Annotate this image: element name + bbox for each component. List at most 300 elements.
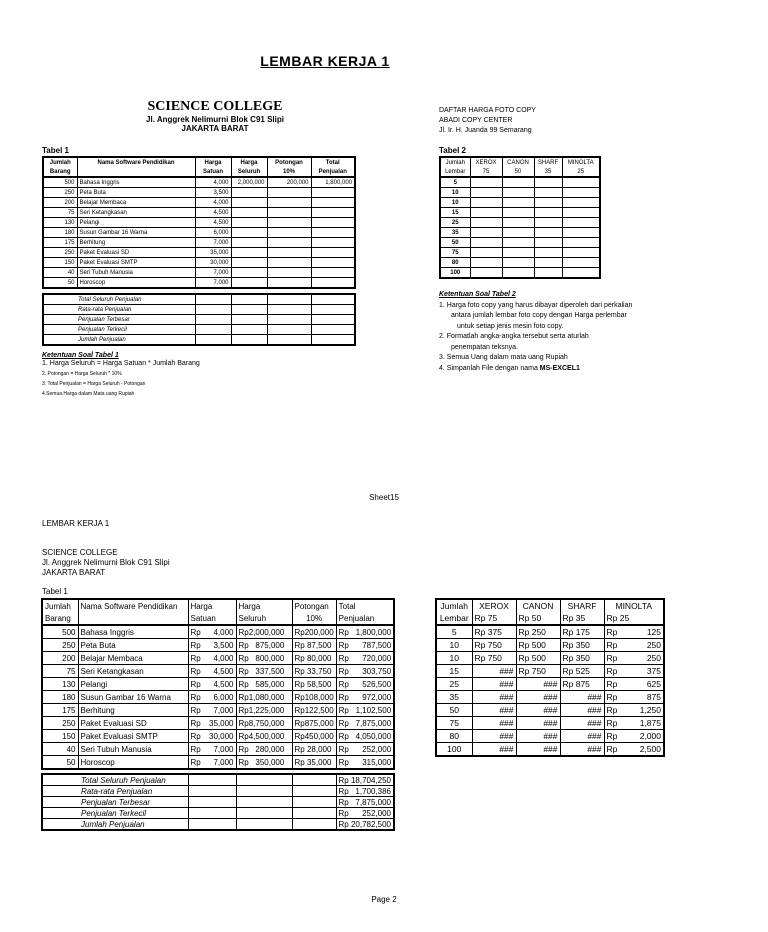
table-cell — [502, 268, 534, 279]
table-row — [42, 691, 394, 704]
summary-cell — [292, 819, 336, 831]
summary-row — [43, 325, 355, 335]
currency-symbol: Rp — [338, 627, 349, 637]
table-cell — [311, 248, 355, 258]
table-cell: 150 — [43, 258, 77, 268]
currency-value: 6,000 — [213, 692, 234, 702]
table-cell: ### — [560, 691, 604, 704]
column-header: Harga — [195, 157, 231, 167]
summary-cell — [267, 294, 311, 305]
table-cell: Rp200,000 — [292, 625, 336, 639]
table-cell: 25 — [436, 678, 472, 691]
table-cell — [534, 238, 562, 248]
ketentuan-tabel1 — [42, 352, 200, 399]
column-header: SHARF — [534, 157, 562, 167]
table-row — [440, 258, 600, 268]
header-row — [440, 157, 600, 167]
table-row — [440, 238, 600, 248]
currency-value: 250 — [646, 653, 661, 663]
table-cell: 10 — [436, 652, 472, 665]
table-row — [436, 730, 664, 743]
currency-symbol: Rp — [338, 705, 349, 715]
table-cell — [562, 248, 600, 258]
summary-cell — [236, 774, 292, 786]
table-cell: 5 — [436, 625, 472, 639]
currency-wrap — [191, 654, 234, 663]
table-cell: 75 — [43, 208, 77, 218]
ketentuan2-title: Ketentuan Soal Tabel 2 — [439, 291, 516, 298]
table-cell — [562, 238, 600, 248]
summary-cell — [236, 797, 292, 808]
column-header: Nama Software Pendidikan — [77, 157, 195, 167]
table-cell — [470, 177, 502, 188]
table-cell: ### — [472, 704, 516, 717]
table-cell — [534, 188, 562, 198]
currency-value: 35,000 — [209, 718, 234, 728]
currency-symbol: Rp — [190, 718, 201, 728]
summary-label: Rata-rata Penjualan — [43, 305, 195, 315]
table-cell: Rp 875,000 — [236, 639, 292, 652]
summary-row — [42, 808, 394, 819]
table-cell: Horoscop — [78, 756, 188, 770]
table-cell: ### — [516, 678, 560, 691]
table-cell: 6,000 — [195, 228, 231, 238]
currency-cell — [336, 691, 394, 704]
table-cell: 175 — [43, 238, 77, 248]
table-cell: ### — [472, 691, 516, 704]
table-cell: ### — [560, 730, 604, 743]
currency-cell — [336, 625, 394, 639]
table-cell: Rp 80,000 — [292, 652, 336, 665]
table-cell — [311, 198, 355, 208]
currency-value: 7,000 — [213, 757, 234, 767]
currency-wrap — [191, 732, 234, 741]
currency-value: 1,250 — [639, 705, 661, 715]
table-cell: 50 — [440, 238, 470, 248]
table-cell: 7,000 — [195, 268, 231, 278]
table-cell — [231, 268, 267, 278]
page2-tabel1 — [41, 598, 395, 770]
table-cell: 50 — [43, 278, 77, 289]
table-cell: 7,000 — [195, 238, 231, 248]
table-cell: Pelangi — [77, 218, 195, 228]
table-cell: 15 — [436, 665, 472, 678]
currency-wrap — [607, 640, 662, 650]
currency-wrap — [339, 732, 392, 741]
header-row — [436, 612, 664, 625]
table-cell — [267, 208, 311, 218]
table-cell: 4,000 — [195, 177, 231, 188]
summary-row — [42, 797, 394, 808]
currency-cell — [188, 743, 236, 756]
currency-symbol: Rp — [190, 679, 201, 689]
table-cell — [267, 268, 311, 278]
table-cell — [231, 198, 267, 208]
table-row — [43, 218, 355, 228]
currency-wrap — [191, 745, 234, 754]
column-header: Satuan — [195, 167, 231, 177]
table-cell — [502, 208, 534, 218]
column-header: Rp 50 — [516, 612, 560, 625]
currency-wrap — [339, 654, 392, 663]
table-cell: 10 — [440, 188, 470, 198]
table-cell — [562, 258, 600, 268]
currency-value: 375 — [646, 666, 661, 676]
table-cell — [562, 268, 600, 279]
currency-cell — [336, 730, 394, 743]
column-header: Barang — [43, 167, 77, 177]
table-cell — [534, 218, 562, 228]
table-cell: Seri Tubuh Manusia — [77, 268, 195, 278]
ketentuan2-item-line — [439, 364, 632, 375]
table-cell: 200 — [43, 198, 77, 208]
table-cell: Rp 500 — [516, 639, 560, 652]
table-cell: ### — [560, 704, 604, 717]
table-cell: Rp 350 — [560, 639, 604, 652]
column-header — [78, 612, 188, 625]
currency-symbol: Rp — [338, 744, 349, 754]
header-row — [43, 157, 355, 167]
table-cell — [534, 208, 562, 218]
ketentuan1-item: 2. Potongan = Harga Seluruh * 10% — [42, 371, 122, 377]
table-row — [43, 278, 355, 289]
page2-tabel1-label: Tabel 1 — [42, 587, 68, 596]
table-cell: Rp 337,500 — [236, 665, 292, 678]
table-cell: ### — [472, 678, 516, 691]
header-row — [440, 167, 600, 177]
summary-cell — [311, 315, 355, 325]
table-row — [440, 198, 600, 208]
currency-cell — [336, 678, 394, 691]
copy-center-line2: ABADI COPY CENTER — [439, 117, 513, 124]
table-row — [436, 691, 664, 704]
summary-cell — [236, 786, 292, 797]
column-header: Penjualan — [336, 612, 394, 625]
college-address: Jl. Anggrek Nelimurni Blok C91 Slipi — [146, 115, 284, 124]
currency-cell — [604, 704, 664, 717]
table-cell — [311, 228, 355, 238]
column-header: SHARF — [560, 599, 604, 612]
table-cell: 10 — [436, 639, 472, 652]
table-cell: 15 — [440, 208, 470, 218]
currency-value: 303,750 — [362, 666, 392, 676]
column-header: CANON — [516, 599, 560, 612]
summary-value: Rp 18,704,250 — [336, 774, 394, 786]
college-name: SCIENCE COLLEGE — [147, 99, 283, 114]
currency-symbol: Rp — [338, 666, 349, 676]
ketentuan1-title: Ketentuan Soal Tabel 1 — [42, 352, 119, 359]
table-cell: 200,000 — [267, 177, 311, 188]
table-row — [436, 717, 664, 730]
currency-symbol: Rp — [190, 666, 201, 676]
table-cell — [534, 177, 562, 188]
table-cell: Paket Evaluasi SD — [78, 717, 188, 730]
table-cell: Rp122,500 — [292, 704, 336, 717]
table-cell: Seri Ketangkasan — [78, 665, 188, 678]
table-cell — [231, 238, 267, 248]
summary-row — [42, 786, 394, 797]
table-cell: ### — [516, 730, 560, 743]
summary-value: Rp 252,000 — [336, 808, 394, 819]
currency-symbol: Rp — [190, 731, 201, 741]
table-row — [436, 678, 664, 691]
currency-wrap — [607, 744, 662, 754]
summary-cell — [236, 819, 292, 831]
table-cell — [534, 198, 562, 208]
ketentuan2-item: 4. Simpanlah File dengan nama — [439, 364, 540, 372]
currency-value: 1,800,000 — [355, 627, 392, 637]
summary-label: Jumlah Penjualan — [42, 819, 188, 831]
column-header: Total — [311, 157, 355, 167]
summary-value: Rp 20,782,500 — [336, 819, 394, 831]
column-header: Rp 35 — [560, 612, 604, 625]
currency-cell — [604, 717, 664, 730]
currency-cell — [188, 717, 236, 730]
summary-cell — [311, 325, 355, 335]
table-cell: ### — [516, 717, 560, 730]
ketentuan2-item: 2. Formatlah angka-angka tersebut serta aturlah — [439, 333, 589, 340]
currency-cell — [604, 665, 664, 678]
ketentuan1-item: 3. Total Penjualan = Harga Seluruh - Potongan — [42, 381, 146, 387]
currency-wrap — [191, 706, 234, 715]
table-cell: Rp4,500,000 — [236, 730, 292, 743]
table-cell: Paket Evaluasi SD — [77, 248, 195, 258]
summary-row — [43, 305, 355, 315]
currency-wrap — [607, 731, 662, 741]
table-cell: Rp108,000 — [292, 691, 336, 704]
table-cell: Rp 750 — [516, 665, 560, 678]
table-row — [440, 248, 600, 258]
table-row — [43, 248, 355, 258]
currency-cell — [188, 691, 236, 704]
table-cell — [470, 188, 502, 198]
currency-cell — [188, 665, 236, 678]
table-cell — [231, 218, 267, 228]
summary-label: Total Seluruh Penjualan — [43, 294, 195, 305]
table-cell: ### — [472, 665, 516, 678]
currency-symbol: Rp — [338, 731, 349, 741]
currency-wrap — [607, 627, 662, 637]
summary-cell — [311, 335, 355, 346]
column-header: 75 — [470, 167, 502, 177]
column-header — [77, 167, 195, 177]
summary-cell — [195, 294, 231, 305]
table-row — [42, 665, 394, 678]
summary-label: Jumlah Penjualan — [43, 335, 195, 346]
currency-value: 526,500 — [362, 679, 392, 689]
table-cell: Rp2,000,000 — [236, 625, 292, 639]
currency-symbol: Rp — [606, 627, 618, 637]
currency-value: 315,000 — [362, 757, 392, 767]
summary-value: Rp 7,875,000 — [336, 797, 394, 808]
table-cell: 180 — [42, 691, 78, 704]
table-cell: ### — [516, 704, 560, 717]
table-cell — [231, 278, 267, 289]
table-cell: Rp875,000 — [292, 717, 336, 730]
copy-center-line1: DAFTAR HARGA FOTO COPY — [439, 107, 536, 114]
currency-wrap — [607, 679, 662, 689]
currency-symbol: Rp — [606, 692, 618, 702]
table-cell: Belajar Membaca — [78, 652, 188, 665]
table-cell: Rp 750 — [472, 639, 516, 652]
summary-cell — [231, 335, 267, 346]
table-cell: Bahasa Inggris — [77, 177, 195, 188]
header-row — [42, 612, 394, 625]
table-cell: 50 — [436, 704, 472, 717]
table-cell: Rp 525 — [560, 665, 604, 678]
college-city: JAKARTA BARAT — [181, 124, 249, 133]
table-cell: Berhitung — [78, 704, 188, 717]
table-cell: Susun Gambar 16 Warna — [78, 691, 188, 704]
currency-wrap — [339, 628, 392, 637]
currency-symbol: Rp — [338, 757, 349, 767]
header-row — [42, 599, 394, 612]
table-cell — [562, 198, 600, 208]
table-cell: ### — [472, 743, 516, 757]
table-cell: 2,000,000 — [231, 177, 267, 188]
table-cell — [267, 188, 311, 198]
table-cell — [267, 248, 311, 258]
column-header: Lembar — [440, 167, 470, 177]
currency-value: 30,000 — [209, 731, 234, 741]
currency-value: 625 — [646, 679, 661, 689]
table-cell — [267, 198, 311, 208]
table-row — [440, 177, 600, 188]
table-cell: 130 — [42, 678, 78, 691]
summary-label: Penjualan Terkecil — [42, 808, 188, 819]
table-row — [436, 743, 664, 757]
table-cell: Rp 35,000 — [292, 756, 336, 770]
table-cell — [470, 198, 502, 208]
page1-heading: LEMBAR KERJA 1 — [260, 53, 390, 69]
table-cell: 175 — [42, 704, 78, 717]
table-row — [43, 238, 355, 248]
currency-value: 787,500 — [362, 640, 392, 650]
column-header: Nama Software Pendidikan — [78, 599, 188, 612]
summary-cell — [267, 325, 311, 335]
table-cell: 3,500 — [195, 188, 231, 198]
table-cell — [502, 238, 534, 248]
table-row — [42, 756, 394, 770]
table-cell: 1,800,000 — [311, 177, 355, 188]
currency-wrap — [607, 666, 662, 676]
college-name: SCIENCE COLLEGE — [42, 548, 118, 557]
currency-wrap — [607, 705, 662, 715]
currency-wrap — [191, 641, 234, 650]
table-row — [43, 268, 355, 278]
currency-wrap — [339, 706, 392, 715]
table-row — [440, 268, 600, 279]
column-header: Potongan — [292, 599, 336, 612]
currency-cell — [188, 625, 236, 639]
table-row — [436, 665, 664, 678]
currency-symbol: Rp — [338, 640, 349, 650]
currency-value: 125 — [646, 627, 661, 637]
column-header: Jumlah — [42, 599, 78, 612]
currency-wrap — [339, 719, 392, 728]
table-row — [436, 625, 664, 639]
table-cell: Rp 750 — [472, 652, 516, 665]
currency-value: 4,500 — [213, 679, 234, 689]
currency-symbol: Rp — [190, 692, 201, 702]
currency-symbol: Rp — [190, 705, 201, 715]
page2-footer: Page 2 — [371, 895, 397, 904]
table-cell: 35 — [436, 691, 472, 704]
table-cell — [267, 228, 311, 238]
ketentuan1-item: 4.Semua Harga dalam Mata uang Rupiah — [42, 391, 135, 397]
table-cell — [502, 218, 534, 228]
table-cell: Seri Tubuh Manusia — [78, 743, 188, 756]
summary-row — [42, 774, 394, 786]
table-cell — [562, 177, 600, 188]
currency-symbol: Rp — [338, 718, 349, 728]
summary-cell — [267, 335, 311, 346]
table-cell — [311, 238, 355, 248]
currency-cell — [604, 730, 664, 743]
table-cell: Peta Buta — [77, 188, 195, 198]
table-row — [440, 208, 600, 218]
table-cell: Paket Evaluasi SMTP — [77, 258, 195, 268]
table-cell — [311, 218, 355, 228]
currency-symbol: Rp — [606, 640, 618, 650]
currency-cell — [604, 691, 664, 704]
table-cell: 75 — [42, 665, 78, 678]
currency-value: 875 — [646, 692, 661, 702]
column-header: CANON — [502, 157, 534, 167]
table-cell: ### — [472, 717, 516, 730]
tabel2-label: Tabel 2 — [439, 146, 466, 155]
table-cell: Pelangi — [78, 678, 188, 691]
table-cell — [267, 258, 311, 268]
table-row — [42, 625, 394, 639]
copy-center-header — [439, 106, 536, 136]
table-cell: ### — [560, 743, 604, 757]
table-cell: Berhitung — [77, 238, 195, 248]
table-cell: 40 — [43, 268, 77, 278]
summary-row — [43, 294, 355, 305]
table-cell — [502, 258, 534, 268]
summary-cell — [195, 305, 231, 315]
currency-wrap — [607, 692, 662, 702]
table-cell — [534, 248, 562, 258]
college-city: JAKARTA BARAT — [42, 568, 106, 577]
table-cell — [267, 278, 311, 289]
table-cell: Rp 800,000 — [236, 652, 292, 665]
currency-symbol: Rp — [606, 705, 618, 715]
table-row — [436, 704, 664, 717]
table-row — [436, 639, 664, 652]
table-cell — [534, 258, 562, 268]
column-header: XEROX — [470, 157, 502, 167]
table-cell — [231, 258, 267, 268]
ketentuan1-item: 1. Harga Seluruh = Harga Satuan * Jumlah Barang — [42, 360, 200, 367]
table-cell — [562, 188, 600, 198]
column-header: 10% — [292, 612, 336, 625]
table-cell — [470, 218, 502, 228]
table-cell — [311, 188, 355, 198]
table-cell: Rp 350,000 — [236, 756, 292, 770]
table-row — [436, 652, 664, 665]
currency-wrap — [191, 758, 234, 767]
table-cell — [231, 248, 267, 258]
currency-value: 3,500 — [213, 640, 234, 650]
ketentuan2-item: untuk setiap jenis mesin foto copy. — [457, 322, 564, 330]
page2-college-header — [42, 548, 170, 578]
summary-label: Penjualan Terkecil — [43, 325, 195, 335]
table-cell: Rp 58,500 — [292, 678, 336, 691]
table-row — [42, 704, 394, 717]
page1-tabel1 — [42, 156, 356, 289]
